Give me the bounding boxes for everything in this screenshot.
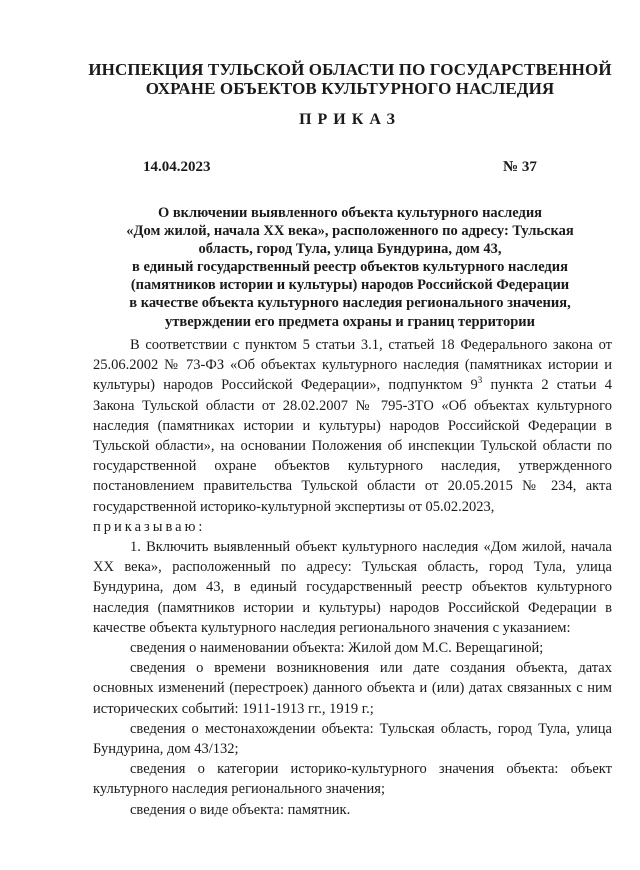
order-date: 14.04.2023 bbox=[143, 159, 211, 175]
order-subject bbox=[90, 204, 610, 331]
organization-title bbox=[60, 60, 640, 98]
preamble-text-b: пункта 2 статьи 4 Закона Тульской области от 28.02.2007 № 795-ЗТО «Об объектах культурного наследия (памятниках истории и культуры) народов Российской Федерации в Тульской области», на основании Положения об инспекции Тульской области по государственной охране объектов культурного наследия, утвержденного постановлением правительства Тульской области от 20.05.2015 № 234, акта государственной историко-культурной экспертизы от 05.02.2023, bbox=[93, 377, 612, 515]
subject-line: «Дом жилой, начала XX века», расположенного по адресу: Тульская bbox=[126, 223, 574, 240]
subject-line: область, город Тула, улица Бундурина, дом 43, bbox=[198, 241, 502, 258]
subject-line: утверждении его предмета охраны и границ территории bbox=[164, 313, 535, 330]
order-number: № 37 bbox=[503, 159, 537, 175]
info-category-paragraph: сведения о категории историко-культурного значения объекта: объект культурного наследия регионального значения; bbox=[93, 761, 612, 798]
preamble-text-a: В соответствии с пунктом 5 статьи 3.1, статьей 18 Федерального закона от 25.06.2002 № 73-ФЗ «Об объектах культурного наследия (памятниках истории и культуры) народов Российской Федерации», подпунктом 9 bbox=[93, 337, 612, 394]
info-type-paragraph: сведения о виде объекта: памятник. bbox=[130, 801, 351, 818]
info-name-paragraph: сведения о наименовании объекта: Жилой дом М.С. Верещагиной; bbox=[130, 640, 544, 657]
info-location-paragraph: сведения о местонахождении объекта: Тульская область, город Тула, улица Бундурина, дом 43/132; bbox=[93, 720, 612, 758]
subject-line: в единый государственный реестр объектов культурного наследия bbox=[132, 259, 568, 276]
subject-line: в качестве объекта культурного наследия регионального значения, bbox=[129, 295, 571, 312]
info-time-paragraph: сведения о времени возникновения или дате создания объекта, датах основных изменений (перестроек) данного объекта и (или) датах связанных с ним исторических событий: 1911-1913 гг., 1919 г.; bbox=[93, 660, 612, 717]
subject-line: О включении выявленного объекта культурного наследия bbox=[157, 205, 543, 221]
document-type-heading: ПРИКАЗ bbox=[299, 111, 401, 128]
organization-title-line-2: ОХРАНЕ ОБЪЕКТОВ КУЛЬТУРНОГО НАСЛЕДИЯ bbox=[145, 79, 555, 98]
subject-line: (памятников истории и культуры) народов Российской Федерации bbox=[130, 277, 570, 294]
prikazyvayu-word: приказываю: bbox=[93, 518, 206, 535]
preamble-paragraph bbox=[93, 335, 612, 517]
order-body bbox=[93, 335, 612, 820]
organization-title-line-1: ИНСПЕКЦИЯ ТУЛЬСКОЙ ОБЛАСТИ ПО ГОСУДАРСТВЕННОЙ bbox=[88, 60, 612, 79]
preamble-superscript: 3 bbox=[477, 375, 483, 386]
item-1-paragraph: 1. Включить выявленный объект культурного наследия «Дом жилой, начала XX века», расположенный по адресу: Тульская область, город Тула, улица Бундурина, дом 43, в единый государственный реестр объектов культурного наследия (памятников истории и культуры) народов Российской Федерации в качестве объекта культурного наследия регионального значения с указанием: bbox=[93, 539, 612, 636]
